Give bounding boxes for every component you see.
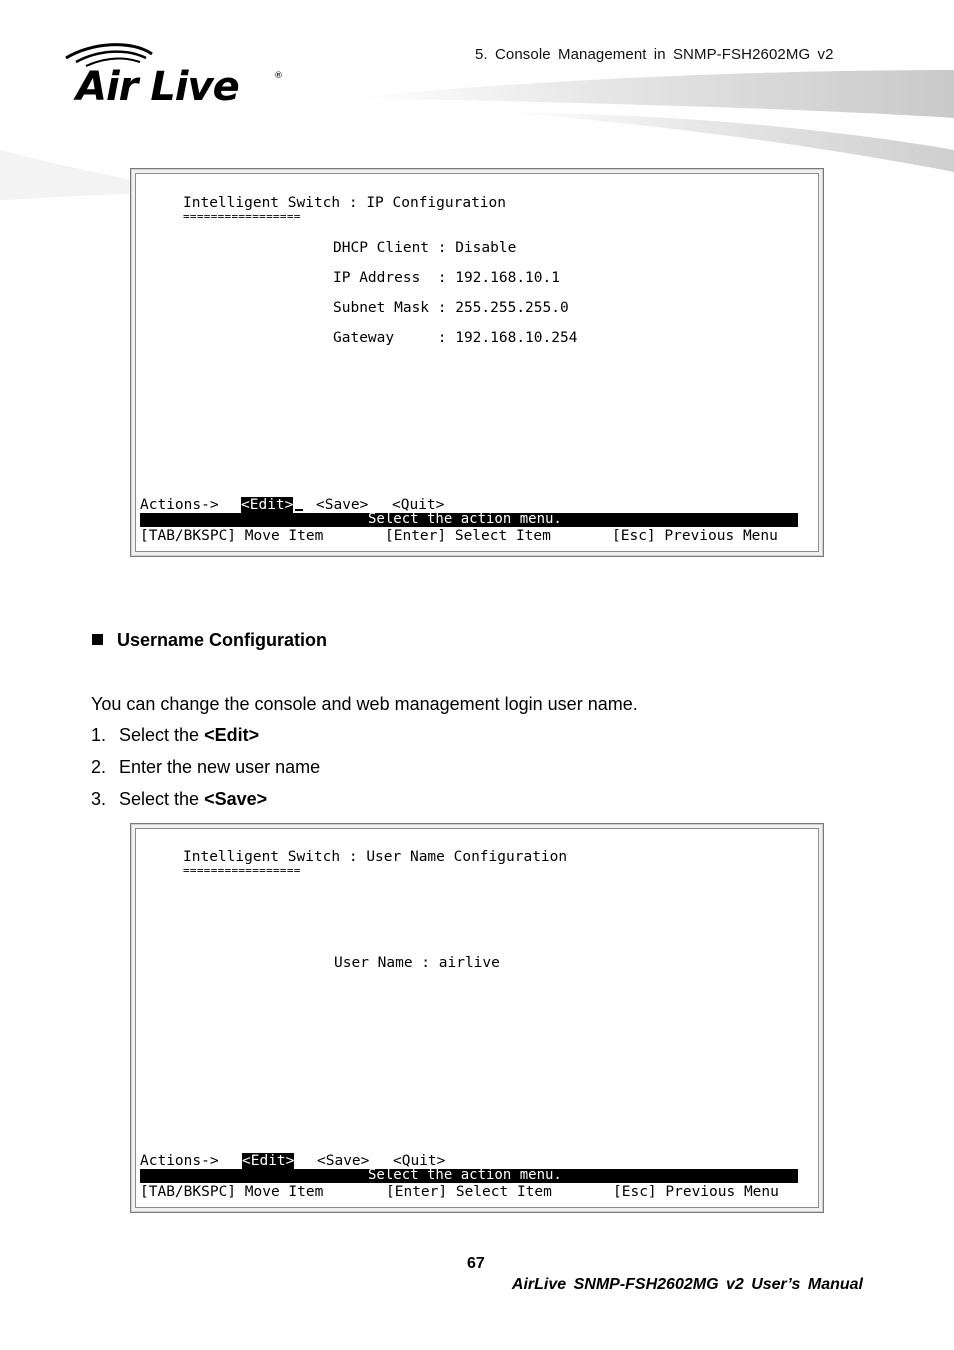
title-underline: =================: [183, 864, 301, 877]
edit-action[interactable]: <Edit>: [241, 497, 294, 513]
help-move-item: [TAB/BKSPC] Move Item: [140, 1184, 324, 1200]
step-item: 3. Select the <Save>: [91, 789, 268, 809]
user-name-configuration-screen: [130, 823, 824, 1213]
intro-paragraph: You can change the console and web management login user name.: [91, 694, 638, 714]
save-action[interactable]: <Save>: [317, 1153, 370, 1169]
help-move-item: [TAB/BKSPC] Move Item: [140, 528, 324, 544]
field-ip-address[interactable]: IP Address : 192.168.10.1: [333, 270, 560, 286]
chapter-header: 5. Console Management in SNMP-FSH2602MG v2: [475, 46, 834, 63]
field-dhcp-client[interactable]: DHCP Client : Disable: [333, 240, 517, 256]
actions-label: Actions->: [140, 1153, 219, 1169]
actions-label: Actions->: [140, 497, 219, 513]
status-bar: Select the action menu.: [140, 1169, 798, 1183]
quit-action[interactable]: <Quit>: [393, 1153, 446, 1169]
screen-title: Intelligent Switch : IP Configuration: [183, 195, 507, 211]
square-bullet-icon: [92, 634, 103, 645]
field-user-name[interactable]: User Name : airlive: [334, 955, 500, 971]
manual-title: AirLive SNMP-FSH2602MG v2 User’s Manual: [511, 1276, 863, 1293]
svg-text:®: ®: [274, 71, 283, 81]
screen-title: Intelligent Switch : User Name Configuration: [183, 849, 568, 865]
help-select-item: [Enter] Select Item: [386, 1184, 552, 1200]
title-underline: =================: [183, 210, 301, 223]
help-select-item: [Enter] Select Item: [385, 528, 551, 544]
edit-action[interactable]: <Edit>: [242, 1153, 295, 1169]
page-number: 67: [467, 1255, 485, 1272]
step-item: 1. Select the <Edit>: [91, 725, 260, 745]
svg-text:Air Live: Air Live: [76, 64, 239, 110]
field-gateway[interactable]: Gateway : 192.168.10.254: [333, 330, 578, 346]
step-item: 2. Enter the new user name: [91, 757, 321, 777]
save-action[interactable]: <Save>: [316, 497, 369, 513]
help-previous-menu: [Esc] Previous Menu: [612, 528, 778, 544]
airlive-logo: [62, 40, 292, 110]
field-subnet-mask[interactable]: Subnet Mask : 255.255.255.0: [333, 300, 569, 316]
status-bar: Select the action menu.: [140, 513, 798, 527]
help-previous-menu: [Esc] Previous Menu: [613, 1184, 779, 1200]
section-heading: Username Configuration: [92, 630, 327, 651]
quit-action[interactable]: <Quit>: [392, 497, 445, 513]
ip-configuration-screen: [130, 168, 824, 557]
